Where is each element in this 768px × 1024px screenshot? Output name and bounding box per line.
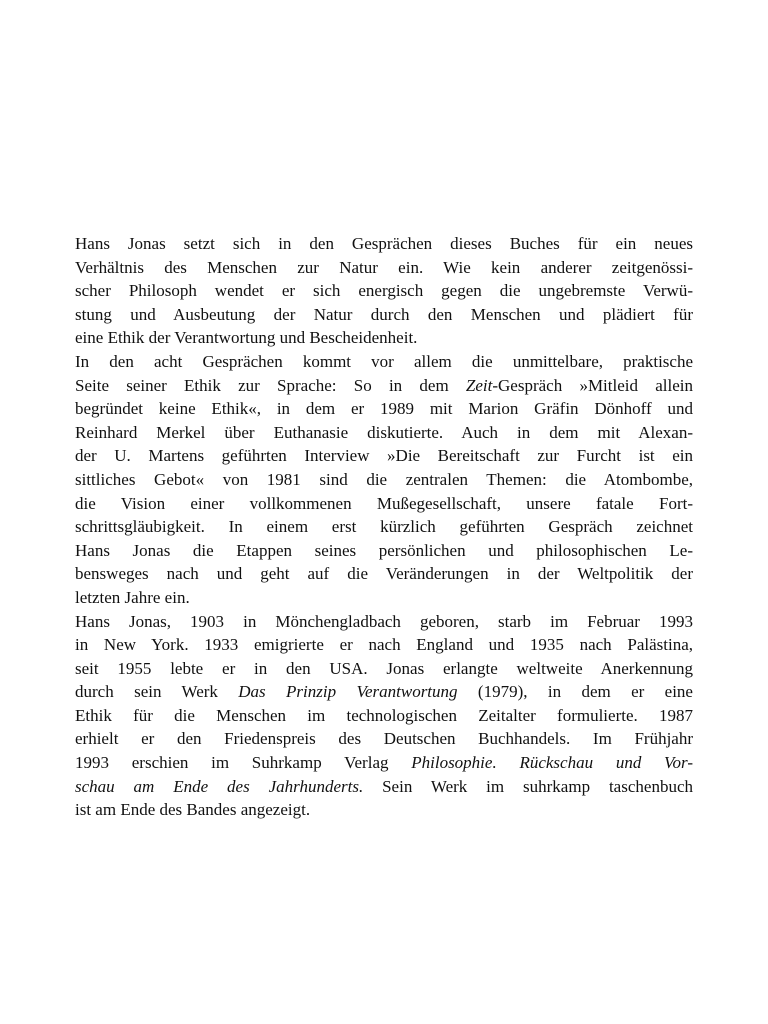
text-line xyxy=(75,751,693,775)
italic-text: schau am Ende des Jahrhunderts. xyxy=(75,776,364,796)
text-segment: Reinhard Merkel über Euthanasie diskutierte. Auch in dem mit Alexan- xyxy=(75,422,693,442)
text-segment: durch sein Werk xyxy=(75,682,239,702)
text-line xyxy=(75,468,693,492)
text-line xyxy=(75,374,693,398)
paragraph xyxy=(75,232,693,350)
text-segment: Hans Jonas die Etappen seines persönlichen und philosophischen Le- xyxy=(75,540,693,560)
text-line xyxy=(75,633,693,657)
text-segment: ist am Ende des Bandes angezeigt. xyxy=(75,800,311,820)
text-segment: Hans Jonas setzt sich in den Gesprächen dieses Buches für ein neues xyxy=(75,234,693,253)
text-line xyxy=(75,727,693,751)
text-segment: bensweges nach und geht auf die Veränderungen in der Weltpolitik der xyxy=(75,564,693,584)
text-line xyxy=(75,515,693,539)
text-line xyxy=(75,657,693,681)
text-line xyxy=(75,539,693,563)
text-segment: sittliches Gebot« von 1981 sind die zentralen Themen: die Atombombe, xyxy=(75,469,693,489)
text-segment: in New York. 1933 emigrierte er nach England und 1935 nach Palästina, xyxy=(75,635,693,655)
italic-text: Das Prinzip Verantwortung xyxy=(238,682,458,702)
text-segment: letzten Jahre ein. xyxy=(75,587,190,607)
text-segment: Ethik für die Menschen im technologischen Zeitalter formulierte. 1987 xyxy=(75,705,693,725)
italic-text: Philosophie. Rückschau und Vor- xyxy=(411,753,693,773)
text-segment: Seite seiner Ethik zur Sprache: So in dem xyxy=(75,375,466,395)
text-segment: schrittsgläubigkeit. In einem erst kürzlich geführten Gespräch zeichnet xyxy=(75,517,693,537)
text-segment: (1979), in dem er eine xyxy=(457,682,693,702)
text-line xyxy=(75,326,693,350)
text-segment: Hans Jonas, 1903 in Mönchengladbach geboren, starb im Februar 1993 xyxy=(75,611,693,631)
text-segment: In den acht Gesprächen kommt vor allem die unmittelbare, praktische xyxy=(75,351,693,371)
italic-text: Zeit xyxy=(465,375,493,395)
paragraph xyxy=(75,610,693,822)
text-line xyxy=(75,704,693,728)
text-line xyxy=(75,586,693,610)
text-segment: erhielt er den Friedenspreis des Deutschen Buchhandels. Im Frühjahr xyxy=(75,729,693,749)
text-line xyxy=(75,256,693,280)
text-segment: stung und Ausbeutung der Natur durch den Menschen und plädiert für xyxy=(75,304,693,324)
text-segment: die Vision einer vollkommenen Mußegesellschaft, unsere fatale Fort- xyxy=(75,493,693,513)
text-segment: eine Ethik der Verantwortung und Bescheidenheit. xyxy=(75,328,418,348)
text-line xyxy=(75,492,693,516)
paragraph xyxy=(75,350,693,610)
body-text xyxy=(75,232,693,822)
text-line xyxy=(75,444,693,468)
text-segment: begründet keine Ethik«, in dem er 1989 mit Marion Gräfin Dönhoff und xyxy=(75,399,693,419)
text-line xyxy=(75,397,693,421)
text-line xyxy=(75,775,693,799)
text-line xyxy=(75,610,693,634)
text-segment: Verhältnis des Menschen zur Natur ein. Wie kein anderer zeitgenössi- xyxy=(75,257,693,277)
text-line xyxy=(75,421,693,445)
text-segment: -Gespräch »Mitleid allein xyxy=(492,375,693,395)
text-segment: scher Philosoph wendet er sich energisch gegen die ungebremste Verwü- xyxy=(75,281,693,301)
text-segment: seit 1955 lebte er in den USA. Jonas erlangte weltweite Anerkennung xyxy=(75,658,693,678)
text-line xyxy=(75,562,693,586)
text-segment: der U. Martens geführten Interview »Die Bereitschaft zur Furcht ist ein xyxy=(75,446,693,466)
text-line xyxy=(75,798,693,822)
text-segment: 1993 erschien im Suhrkamp Verlag xyxy=(75,753,412,773)
text-segment: Sein Werk im suhrkamp taschenbuch xyxy=(363,776,693,796)
text-line xyxy=(75,680,693,704)
text-line xyxy=(75,303,693,327)
text-line xyxy=(75,232,693,256)
text-line xyxy=(75,350,693,374)
text-line xyxy=(75,279,693,303)
